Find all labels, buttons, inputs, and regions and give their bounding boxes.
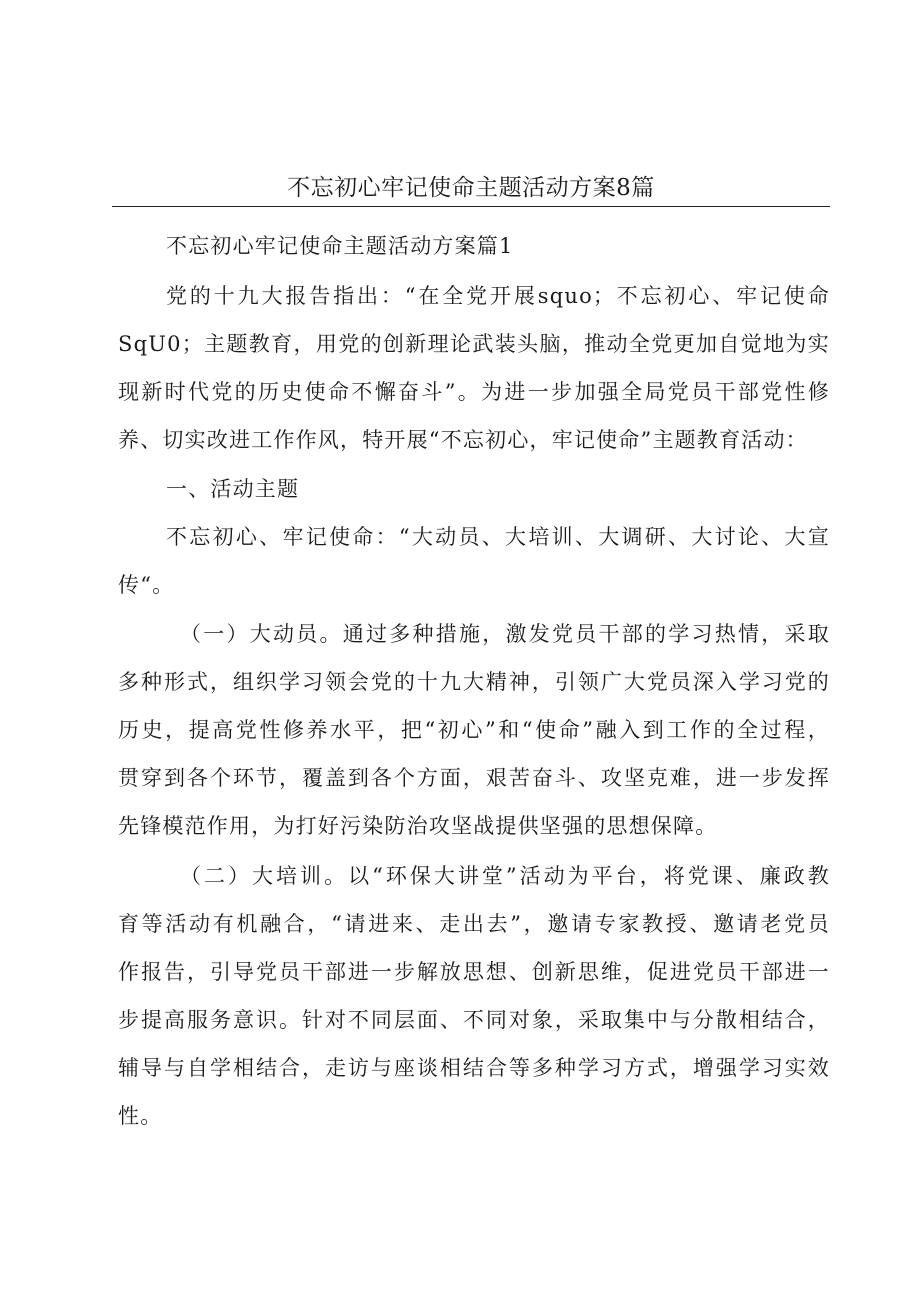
section-heading: 一、活动主题 <box>166 477 300 501</box>
paragraph-line: 传“。 <box>118 573 175 597</box>
document-title: 不忘初心牢记使命主题活动方案8篇 <box>287 175 655 201</box>
paragraph-line: 作报告，引导党员干部进一步解放思想、创新思维，促进党员干部进一 <box>118 960 830 984</box>
paragraph-line: 性。 <box>118 1104 163 1128</box>
paragraph-line: SqU0；主题教育，用党的创新理论武装头脑，推动全党更加自觉地为实 <box>118 332 830 356</box>
paragraph-line: 历史，提高党性修养水平，把“初心”和“使命”融入到工作的全过程， <box>118 718 830 742</box>
paragraph-line: 多种形式，组织学习领会党的十九大精神，引领广大党员深入学习党的 <box>118 670 830 694</box>
title-underline <box>112 206 830 207</box>
paragraph-line: 养、切实改进工作作风，特开展“不忘初心，牢记使命”主题教育活动： <box>118 428 808 452</box>
paragraph-line: 育等活动有机融合，“请进来、走出去”，邀请专家教授、邀请老党员 <box>118 912 830 936</box>
paragraph-line: 党的十九大报告指出：“在全党开展squo；不忘初心、牢记使命 <box>166 284 830 308</box>
paragraph-line: 步提高服务意识。针对不同层面、不同对象，采取集中与分散相结合， <box>118 1008 830 1032</box>
paragraph-line: 贯穿到各个环节，覆盖到各个方面，艰苦奋斗、攻坚克难，进一步发挥 <box>118 766 830 790</box>
section-heading: 不忘初心牢记使命主题活动方案篇1 <box>166 234 514 258</box>
paragraph-line: （一）大动员。通过多种措施，激发党员干部的学习热情，采取 <box>180 622 830 646</box>
paragraph-line: 不忘初心、牢记使命：“大动员、大培训、大调研、大讨论、大宣 <box>166 525 830 549</box>
paragraph-line: 辅导与自学相结合，走访与座谈相结合等多种学习方式，增强学习实效 <box>118 1056 830 1080</box>
paragraph-line: 先锋模范作用，为打好污染防治攻坚战提供坚强的思想保障。 <box>118 814 718 838</box>
paragraph-line: （二）大培训。以“环保大讲堂”活动为平台，将党课、廉政教 <box>180 864 830 888</box>
paragraph-line: 现新时代党的历史使命不懈奋斗”。为进一步加强全局党员干部党性修 <box>118 380 830 404</box>
